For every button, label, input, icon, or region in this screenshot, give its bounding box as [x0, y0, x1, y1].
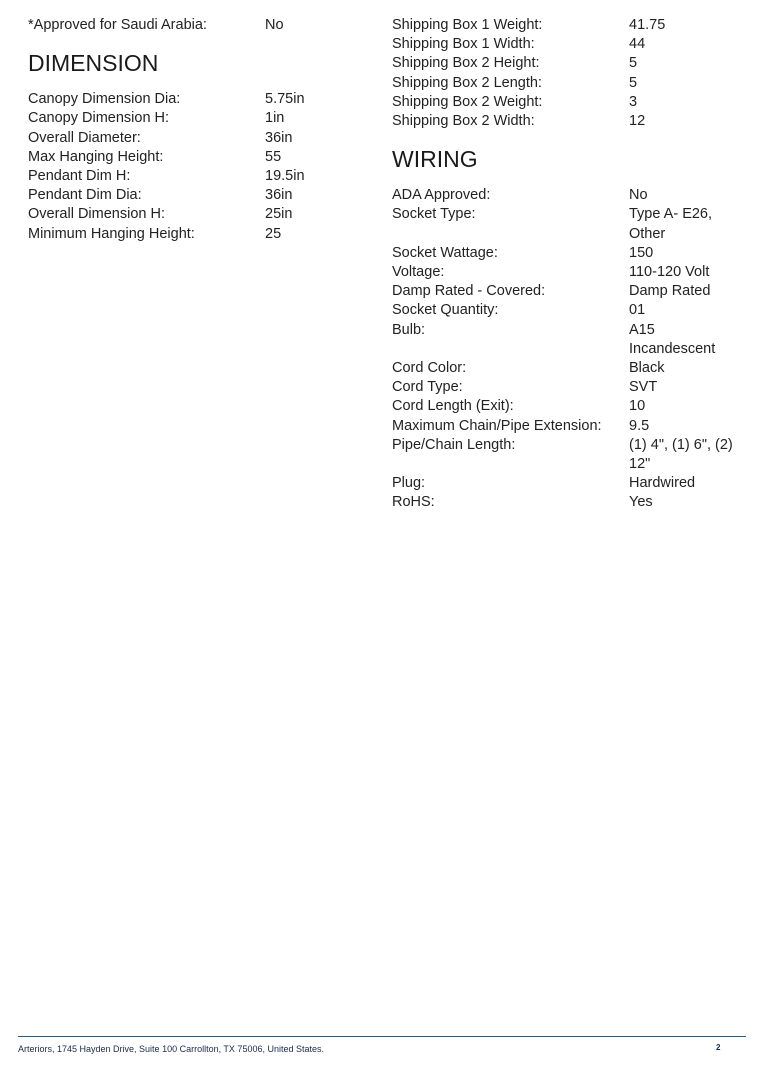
dimension-section: [28, 90, 358, 244]
spec-row: [392, 493, 742, 512]
spec-label: Shipping Box 2 Length:: [392, 74, 542, 91]
spec-row: [392, 321, 742, 359]
spec-row: [392, 205, 742, 243]
spec-value: Black: [629, 360, 665, 377]
spec-value: 10: [629, 398, 646, 415]
spec-value: 5: [629, 55, 638, 72]
spec-value: 150: [629, 244, 654, 261]
spec-row: [392, 186, 742, 205]
dimension-heading: DIMENSION: [28, 50, 159, 77]
spec-row: [28, 129, 358, 148]
spec-label: Socket Wattage:: [392, 244, 498, 261]
spec-row: [28, 109, 358, 128]
spec-label: Shipping Box 2 Height:: [392, 55, 540, 72]
spec-value: 9.5: [629, 417, 650, 434]
spec-row: [392, 54, 742, 73]
spec-row: [392, 474, 742, 493]
spec-label: Bulb:: [392, 321, 426, 338]
spec-row: [392, 35, 742, 54]
spec-label: Pipe/Chain Length:: [392, 436, 516, 453]
spec-value: Damp Rated: [629, 283, 711, 300]
spec-value: A15 Incandescent: [629, 321, 716, 357]
spec-label: Socket Type:: [392, 206, 476, 223]
spec-row: [28, 167, 358, 186]
spec-row: [392, 244, 742, 263]
spec-label: Shipping Box 2 Width:: [392, 113, 535, 130]
spec-value: Yes: [629, 494, 653, 511]
spec-row: [28, 186, 358, 205]
spec-label: *Approved for Saudi Arabia:: [28, 17, 207, 33]
footer-address: Arteriors, 1745 Hayden Drive, Suite 100 Carrollton, TX 75006, United States.: [18, 1044, 324, 1054]
spec-value: 41.75: [629, 17, 666, 33]
spec-label: Cord Length (Exit):: [392, 398, 514, 415]
spec-value: Type A- E26, Other: [629, 206, 713, 242]
spec-row: [392, 93, 742, 112]
spec-row: [392, 378, 742, 397]
spec-value: 5: [629, 74, 638, 91]
spec-row: [392, 112, 742, 131]
spec-row: [392, 301, 742, 320]
spec-row: [392, 263, 742, 282]
spec-label: ADA Approved:: [392, 187, 491, 204]
spec-row: [28, 16, 358, 35]
spec-value: No: [265, 17, 284, 33]
spec-row: [392, 74, 742, 93]
spec-row: [392, 436, 742, 474]
spec-label: Pendant Dim H:: [28, 168, 131, 185]
wiring-heading: WIRING: [392, 146, 478, 173]
spec-label: RoHS:: [392, 494, 435, 511]
spec-value: Hardwired: [629, 475, 696, 492]
spec-value: 44: [629, 36, 646, 53]
spec-label: Cord Color:: [392, 360, 467, 377]
spec-label: Plug:: [392, 475, 426, 492]
footer-divider: [18, 1036, 746, 1037]
spec-row: [392, 397, 742, 416]
spec-value: 19.5in: [265, 168, 305, 185]
spec-label: Overall Dimension H:: [28, 206, 165, 223]
spec-value: 5.75in: [265, 91, 305, 108]
left-column: [28, 16, 358, 244]
spec-value: 36in: [265, 187, 293, 204]
spec-value: 01: [629, 302, 646, 319]
spec-value: No: [629, 187, 648, 204]
spec-label: Canopy Dimension H:: [28, 110, 170, 127]
spec-value: 1in: [265, 110, 285, 127]
spec-value: SVT: [629, 379, 658, 396]
spec-row: [392, 16, 742, 35]
spec-label: Shipping Box 1 Width:: [392, 36, 535, 53]
spec-label: Minimum Hanging Height:: [28, 225, 195, 242]
spec-row: [28, 90, 358, 109]
spec-value: (1) 4", (1) 6", (2) 12": [629, 436, 733, 473]
spec-value: 25in: [265, 206, 293, 223]
spec-label: Maximum Chain/Pipe Extension:: [392, 417, 602, 434]
spec-label: Pendant Dim Dia:: [28, 187, 142, 204]
spec-row: [392, 417, 742, 436]
shipping-section: [392, 16, 742, 131]
spec-label: Canopy Dimension Dia:: [28, 91, 181, 108]
spec-value: 55: [265, 148, 282, 165]
spec-label: Cord Type:: [392, 379, 463, 396]
right-column: [392, 16, 742, 513]
spec-row: [392, 359, 742, 378]
page-number: 2: [716, 1043, 721, 1052]
spec-value: 3: [629, 93, 638, 110]
spec-value: 25: [265, 225, 282, 242]
spec-label: Overall Diameter:: [28, 129, 141, 146]
wiring-section: [392, 186, 742, 512]
spec-value: 36in: [265, 129, 293, 146]
spec-value: 110-120 Volt: [629, 264, 710, 281]
approval-section: [28, 16, 358, 35]
spec-label: Shipping Box 1 Weight:: [392, 17, 543, 33]
spec-label: Voltage:: [392, 264, 445, 281]
spec-value: 12: [629, 113, 646, 130]
spec-row: [28, 148, 358, 167]
spec-row: [392, 282, 742, 301]
spec-label: Shipping Box 2 Weight:: [392, 93, 543, 110]
spec-row: [28, 225, 358, 244]
spec-label: Max Hanging Height:: [28, 148, 164, 165]
spec-row: [28, 205, 358, 224]
spec-label: Damp Rated - Covered:: [392, 283, 546, 300]
spec-label: Socket Quantity:: [392, 302, 499, 319]
